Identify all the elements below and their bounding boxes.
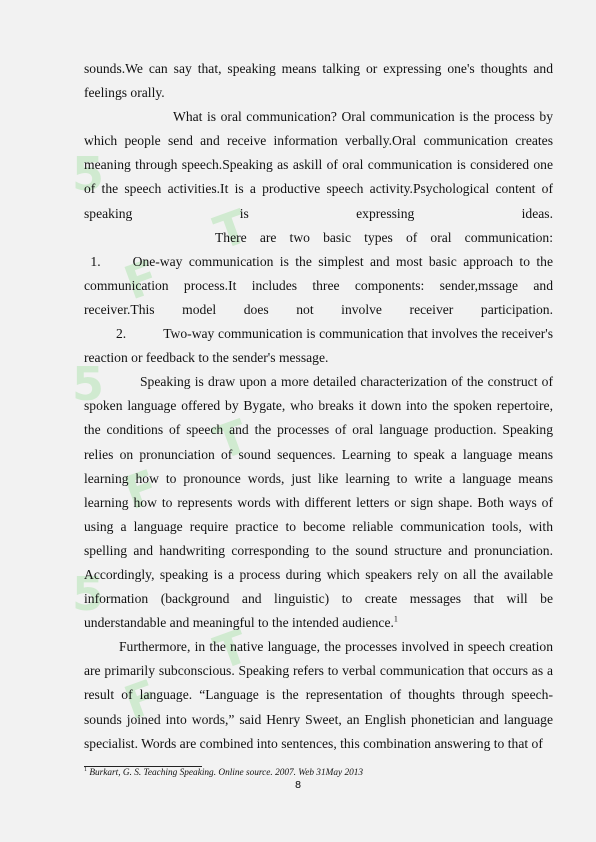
paragraph-line: sounds.We can say that, speaking means talking or expressing one's thoughts and: [84, 61, 553, 76]
paragraph-line: feelings orally.: [84, 85, 165, 101]
svg-text:F: F: [117, 248, 166, 311]
paragraph: [84, 370, 553, 635]
svg-text:T: T: [207, 408, 256, 471]
svg-text:F: F: [117, 668, 166, 731]
list-item-number: 2.: [116, 326, 127, 342]
footnote-reference[interactable]: 1: [393, 614, 398, 624]
footnote-text: Burkart, G. S. Teaching Speaking. Online source. 2007. Web 31May 2013: [89, 768, 364, 778]
list-item: [84, 322, 553, 370]
svg-text:T: T: [207, 618, 256, 681]
list-item-text: One-way communication is the simplest and most basic approach to the communication process.It includes three components: sender,mssage and receiver.This model does not involve receiver participation.: [84, 253, 553, 317]
list-item-text: Two-way communication is communication that involves the receiver's reaction or feedback to the sender's message.: [84, 326, 553, 366]
paragraph: What is oral communication? Oral communication is the process by which people send and receive information verbally.Oral communication creates meaning through speech.Speaking as askill of oral communication is considered one of the speech activities.It is a productive speech activity.Psychological content of speaking is expressing ideas.: [84, 109, 553, 221]
paragraph: There are two basic types of oral communication:: [215, 229, 553, 245]
svg-text:5: 5: [72, 357, 105, 411]
svg-text:5: 5: [72, 567, 105, 621]
list-item: [84, 250, 553, 322]
svg-text:5: 5: [72, 150, 105, 201]
paragraph: Furthermore, in the native language, the processes involved in speech creation are primarily subconscious. Speaking refers to verbal communication that occurs as a result of language. “Language is the representation of thoughts through speech-sounds joined into words,” said Henry Sweet, an English phonetician and language specialist. Words are combined into sentences, this combination answering to that of: [84, 639, 553, 751]
footnote-divider: [84, 766, 202, 767]
body-text: [84, 57, 553, 756]
svg-text:T: T: [207, 198, 256, 261]
svg-text:F: F: [117, 458, 166, 521]
paragraph-text: Speaking is draw upon a more detailed characterization of the construct of spoken language offered by Bygate, who breaks it down into the spoken repertoire, the conditions of speech and the processes of oral language production. Speaking relies on pronunciation of sound sequences. Learning to speak a language means learning how to pronounce words, just like learning to write a language means learning how to represents words with different letters or sign shape. Both ways of using a language require practice to become reliable communication tools, with spelling and handwriting corresponding to the sound structure and pronunciation. Accordingly, speaking is a process during which speakers rely on all the available information (background and linguistic) to create messages that will be understandable and meaningful to the intended audience.: [84, 374, 553, 631]
footnote-marker: 1: [84, 766, 87, 773]
list-item-number: 1.: [90, 253, 101, 269]
footnote: [84, 768, 363, 779]
page-number: 8: [294, 780, 302, 791]
